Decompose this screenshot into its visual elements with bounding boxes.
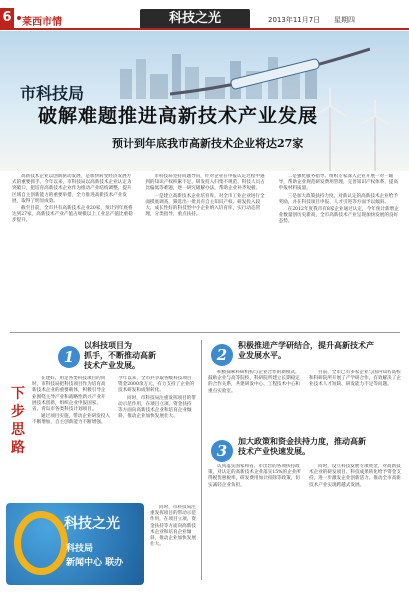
logo-line-1: 科技局 <box>66 544 94 554</box>
section-divider <box>10 332 400 333</box>
heading-line: 加大政策和资金扶持力度，推动高新 <box>238 437 366 446</box>
hero-headline: 破解难题推进高新技术产业发展 <box>38 105 319 127</box>
body-paragraph: 认真落实国家和省、市出台的各项扶持政策，对认定的高新技术企业落实15%的企业所得税优惠税率，研发费用加计扣除等政策，切实减轻企业负担。 <box>208 464 301 488</box>
step-char: 步 <box>11 404 25 420</box>
next-steps-label <box>8 385 28 457</box>
step-char: 路 <box>11 440 25 456</box>
hero-banner <box>0 31 409 171</box>
body-paragraph: 在建好、用足各类科技项目的同时，市科技局把科技项目作为培育高新技术企业的重要载体，积极引导企业围绕主导产业和战略性新兴产业开展技术创新，组织企业申报国家、省、青岛市各类科技计划项目。 <box>32 376 106 413</box>
lead-article <box>12 174 402 326</box>
body-paragraph: 同时，设立科技发展专项资金，对高新技术企业的研发项目、科技成果转化给予资金支持，进一步激发企业创新活力，推动全市高新技术产业实现跨越式发展。 <box>309 464 401 488</box>
lead-paragraph: 在2012年度我市有8家企业通过认定，今年预计新增企业数量创历史新高，全市高新技术产业呈现加快发展的良好态势。 <box>278 207 399 225</box>
body-paragraph: 同时，市科技局注重发挥项目的带动示范作用，在项目立项、资金扶持等方面向高新技术企业和培育企业倾斜，推动企业加快发展壮大。 <box>118 395 196 420</box>
issue-date: 2013年11月7日 <box>268 16 321 24</box>
lead-paragraph: 一是建立高新技术企业培育库。对全市工业企业进行全面摸底调查，筛选出一批具有自主知识产权、研发投入较大、成长性好的科技型中小企业纳入培育库，实行动态管理，分类指导，重点扶持。 <box>145 193 265 218</box>
lead-paragraph: 截至目前，全市共有高新技术企业20家，预计到年底将达到27家，高新技术产业产值占规模以上工业总产值比重稳步提升。 <box>12 206 133 224</box>
column-divider <box>201 340 202 580</box>
column-logo <box>6 503 144 585</box>
heading-line: 技术产业快速发展。 <box>238 447 310 456</box>
logo-line-2: 新闻中心 联办 <box>66 558 124 568</box>
body-paragraph: 同时，市科技局注重发挥项目的带动示范作用，在项目立项、资金扶持等方面向高新技术企业和培育企业倾斜，推动企业加快发展壮大。 <box>150 505 196 548</box>
hero-kicker: 市科技局 <box>20 84 85 103</box>
step-char: 思 <box>11 422 25 438</box>
section-3-heading <box>238 437 366 457</box>
section-1-body-cont <box>150 505 198 593</box>
body-paragraph: 积极探索科研机构与企业合作的新模式，鼓励企业与高等院校、科研院所建立长期稳定的合作关系，共建研发中心、工程技术中心和重点实验室。 <box>208 370 300 394</box>
body-paragraph: 通过项目实施，带动企业研发投入不断增加，自主创新能力不断增强。今年以来，全市共争取各级科技项目资金2000余万元，有力支持了企业的技术研发和成果转化。 <box>32 376 195 426</box>
heading-line: 以科技项目为 <box>84 341 132 350</box>
section-1-heading <box>84 341 156 371</box>
step-char: 下 <box>11 386 25 402</box>
lead-paragraph: 二是强化服务指导。组织专家深入企业开展一对一辅导，帮助企业规范研发费用管理，完善知识产权体系，提高申报材料质量。 <box>278 174 399 192</box>
section-2-body <box>208 370 402 432</box>
heading-line: 积极推进产学研结合，提升高新技术产 <box>238 341 374 350</box>
heading-line: 抓手，不断推动高新 <box>84 351 156 360</box>
section-number-2: 2 <box>211 344 233 366</box>
section-name: 莱西市情 <box>22 17 62 28</box>
page-title: 科技之光 <box>140 9 250 29</box>
section-2-heading <box>238 341 374 361</box>
logo-title: 科技之光 <box>64 516 120 532</box>
wind-turbine-image <box>300 86 405 171</box>
hero-subheadline: 预计到年底我市高新技术企业将达27家 <box>112 137 304 150</box>
section-3-body <box>208 464 402 592</box>
heading-line: 业发展水平。 <box>238 351 286 360</box>
issue-weekday: 星期四 <box>334 16 355 24</box>
q-logo-icon <box>14 511 68 575</box>
page-number: 6 <box>0 8 14 28</box>
lead-paragraph: 三是加大政策扶持力度。对新认定的高新技术企业给予奖励，并在科技项目申报、人才引进等方面予以倾斜。 <box>278 193 398 205</box>
heading-line: 技术产业发展。 <box>84 361 140 370</box>
section-number-3: 3 <box>211 440 233 462</box>
lead-paragraph: 高新技术企业以创新驱动发展，是加快转变经济发展方式的重要抓手。今年以来，市科技局以高新技术企业认定为突破口，把培育高新技术企业作为推动产业结构调整、提升区域自主创新能力的重要举措，全力推进高新技术产业发展，取得了明显成效。 <box>12 174 132 204</box>
section-number-1: 1 <box>58 346 80 368</box>
section-1-body <box>32 376 196 500</box>
body-paragraph: 目前，全市已有多家企业与国内知名高校和科研院所开展了产学研合作，有效解决了企业技术人才短缺、研发能力不足等问题。 <box>309 370 401 388</box>
section-dot-icon <box>17 16 21 20</box>
header-rule <box>0 28 409 30</box>
lead-paragraph: 市科技局坚持问题导向，针对企业在申报认定过程中遇到的知识产权积累不足、研发投入归集不规范、科技人员占比偏低等难题，逐一研究破解办法，帮助企业补齐短板。 <box>145 174 265 192</box>
